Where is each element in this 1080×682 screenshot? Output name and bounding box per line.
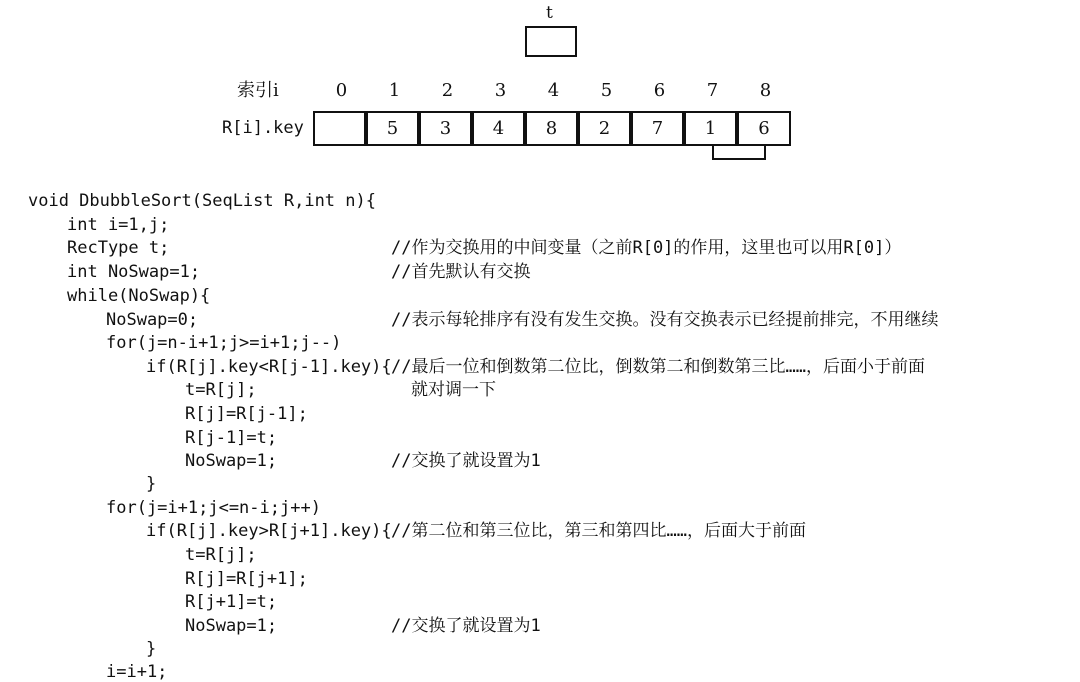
code-line: for(j=i+1;j<=n-i;j++) <box>106 498 321 518</box>
array-cell: 3 <box>419 111 472 146</box>
code-line: t=R[j]; <box>185 545 257 565</box>
code-comment: 就对调一下 <box>411 380 496 400</box>
code-line: i=i+1; <box>106 662 168 682</box>
index-number: 7 <box>706 80 719 101</box>
code-comment: //交换了就设置为1 <box>391 616 541 636</box>
index-number: 5 <box>600 80 613 101</box>
code-line: RecType t; <box>67 238 170 258</box>
code-line: for(j=n-i+1;j>=i+1;j--) <box>106 333 342 353</box>
code-line: R[j]=R[j-1]; <box>185 404 308 424</box>
code-line: } <box>146 474 157 494</box>
index-row-label: 索引i <box>237 80 279 101</box>
array-cell: 4 <box>472 111 525 146</box>
temp-variable-box <box>525 26 577 57</box>
code-comment: //表示每轮排序有没有发生交换。没有交换表示已经提前排完，不用继续 <box>391 310 939 330</box>
compare-bracket <box>712 146 766 160</box>
code-line: R[j-1]=t; <box>185 428 278 448</box>
code-line: NoSwap=1; <box>185 451 278 471</box>
code-line: while(NoSwap){ <box>67 286 211 306</box>
index-number: 6 <box>653 80 666 101</box>
index-number: 2 <box>441 80 454 101</box>
code-comment: //第二位和第三位比，第三和第四比……，后面大于前面 <box>391 521 806 541</box>
array-cell <box>313 111 366 146</box>
index-number: 0 <box>335 80 348 101</box>
code-line: t=R[j]; <box>185 380 257 400</box>
code-line: NoSwap=0; <box>106 310 199 330</box>
code-line: R[j]=R[j+1]; <box>185 569 308 589</box>
code-line: void DbubbleSort(SeqList R,int n){ <box>28 191 376 211</box>
index-number: 4 <box>547 80 560 101</box>
code-line: } <box>146 639 157 659</box>
code-line: NoSwap=1; <box>185 616 278 636</box>
index-number: 8 <box>759 80 772 101</box>
array-cell: 5 <box>366 111 419 146</box>
array-cell: 2 <box>578 111 631 146</box>
code-comment: //作为交换用的中间变量（之前R[0]的作用，这里也可以用R[0]） <box>391 238 902 258</box>
index-number: 3 <box>494 80 507 101</box>
code-line: int NoSwap=1; <box>67 262 201 282</box>
code-comment: //最后一位和倒数第二位比，倒数第二和倒数第三比……，后面小于前面 <box>391 357 925 377</box>
code-comment: //首先默认有交换 <box>391 262 531 282</box>
key-row-label: R[i].key <box>222 118 304 138</box>
code-line: if(R[j].key<R[j-1].key){ <box>146 357 392 377</box>
code-comment: //交换了就设置为1 <box>391 451 541 471</box>
code-line: int i=1,j; <box>67 215 170 235</box>
array-cell: 8 <box>525 111 578 146</box>
index-number: 1 <box>388 80 401 101</box>
array-cell: 6 <box>737 111 791 146</box>
code-line: R[j+1]=t; <box>185 592 278 612</box>
array-cell: 7 <box>631 111 684 146</box>
code-line: if(R[j].key>R[j+1].key){ <box>146 521 392 541</box>
temp-variable-label: t <box>546 3 553 23</box>
array-cell: 1 <box>684 111 737 146</box>
